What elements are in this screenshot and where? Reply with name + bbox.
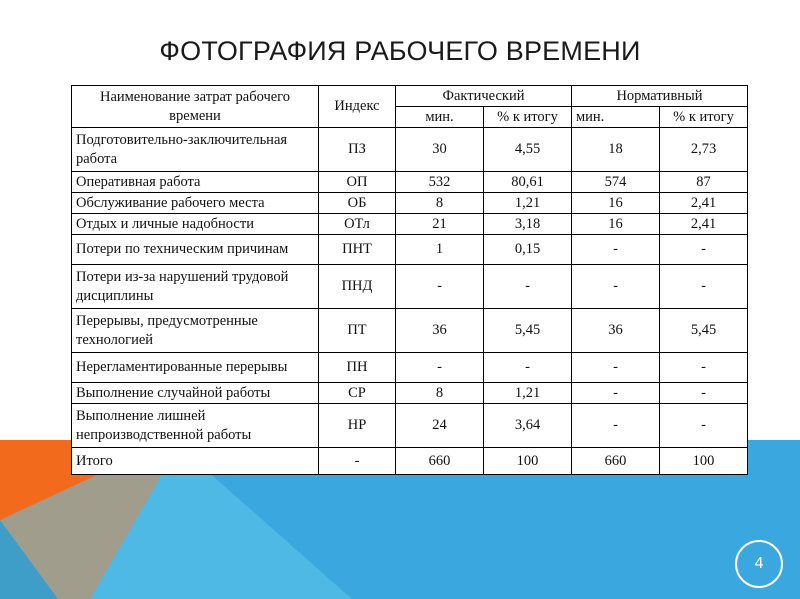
normative-min: 660 bbox=[572, 448, 660, 475]
header-name: Наименование затрат рабочего времени bbox=[72, 86, 319, 128]
table-row bbox=[72, 193, 748, 214]
slide-title: ФОТОГРАФИЯ РАБОЧЕГО ВРЕМЕНИ bbox=[159, 36, 641, 66]
cost-index: ПНТ bbox=[319, 235, 396, 265]
table-row bbox=[72, 214, 748, 235]
actual-min: 8 bbox=[396, 193, 484, 214]
actual-min: 36 bbox=[396, 309, 484, 353]
normative-min: 18 bbox=[572, 128, 660, 172]
actual-min: 30 bbox=[396, 128, 484, 172]
page-number: 4 bbox=[735, 540, 783, 588]
cost-name: Нерегламентированные перерывы bbox=[72, 353, 319, 383]
actual-min: 532 bbox=[396, 172, 484, 193]
normative-min: 16 bbox=[572, 214, 660, 235]
cost-index: ОТл bbox=[319, 214, 396, 235]
normative-pct: - bbox=[660, 265, 748, 309]
actual-min: 8 bbox=[396, 383, 484, 404]
normative-pct: - bbox=[660, 235, 748, 265]
cost-index: ПН bbox=[319, 353, 396, 383]
cost-name: Отдых и личные надобности bbox=[72, 214, 319, 235]
header-normative-min: мин. bbox=[572, 107, 660, 128]
table-row bbox=[72, 383, 748, 404]
header-actual-pct: % к итогу bbox=[484, 107, 572, 128]
cost-index: - bbox=[319, 448, 396, 475]
cost-index: ПНД bbox=[319, 265, 396, 309]
actual-min: - bbox=[396, 265, 484, 309]
actual-pct: - bbox=[484, 265, 572, 309]
actual-pct: 80,61 bbox=[484, 172, 572, 193]
actual-pct: 3,18 bbox=[484, 214, 572, 235]
cost-name: Итого bbox=[72, 448, 319, 475]
cost-index: ОБ bbox=[319, 193, 396, 214]
normative-min: 574 bbox=[572, 172, 660, 193]
header-actual: Фактический bbox=[396, 86, 572, 107]
normative-min: - bbox=[572, 404, 660, 448]
normative-pct: 2,41 bbox=[660, 214, 748, 235]
actual-min: - bbox=[396, 353, 484, 383]
cost-index: ОП bbox=[319, 172, 396, 193]
normative-pct: 87 bbox=[660, 172, 748, 193]
normative-pct: 100 bbox=[660, 448, 748, 475]
cost-index: СР bbox=[319, 383, 396, 404]
actual-pct: 0,15 bbox=[484, 235, 572, 265]
actual-pct: 1,21 bbox=[484, 383, 572, 404]
header-actual-min: мин. bbox=[396, 107, 484, 128]
table-row bbox=[72, 309, 748, 353]
table-row bbox=[72, 353, 748, 383]
normative-pct: 5,45 bbox=[660, 309, 748, 353]
cost-name: Потери по техническим причинам bbox=[72, 235, 319, 265]
cost-name: Выполнение лишней непроизводственной работы bbox=[72, 404, 319, 448]
cost-index: ПЗ bbox=[319, 128, 396, 172]
header-index: Индекс bbox=[319, 86, 396, 128]
cost-name: Потери из-за нарушений трудовой дисциплины bbox=[72, 265, 319, 309]
cost-name: Выполнение случайной работы bbox=[72, 383, 319, 404]
normative-min: - bbox=[572, 383, 660, 404]
time-study-table bbox=[71, 85, 748, 475]
normative-pct: - bbox=[660, 353, 748, 383]
cost-index: НР bbox=[319, 404, 396, 448]
table-row bbox=[72, 128, 748, 172]
table-row bbox=[72, 265, 748, 309]
actual-min: 660 bbox=[396, 448, 484, 475]
actual-pct: 4,55 bbox=[484, 128, 572, 172]
header-normative: Нормативный bbox=[572, 86, 748, 107]
actual-min: 24 bbox=[396, 404, 484, 448]
table-row bbox=[72, 235, 748, 265]
normative-min: 36 bbox=[572, 309, 660, 353]
table-row bbox=[72, 172, 748, 193]
normative-min: - bbox=[572, 235, 660, 265]
header-normative-pct: % к итогу bbox=[660, 107, 748, 128]
normative-pct: - bbox=[660, 404, 748, 448]
table-row bbox=[72, 404, 748, 448]
cost-name: Перерывы, предусмотренные технологией bbox=[72, 309, 319, 353]
actual-pct: 3,64 bbox=[484, 404, 572, 448]
normative-min: 16 bbox=[572, 193, 660, 214]
cost-name: Подготовительно-заключительная работа bbox=[72, 128, 319, 172]
normative-min: - bbox=[572, 353, 660, 383]
cost-name: Обслуживание рабочего места bbox=[72, 193, 319, 214]
normative-pct: 2,41 bbox=[660, 193, 748, 214]
normative-pct: 2,73 bbox=[660, 128, 748, 172]
actual-min: 1 bbox=[396, 235, 484, 265]
actual-pct: 1,21 bbox=[484, 193, 572, 214]
actual-min: 21 bbox=[396, 214, 484, 235]
normative-min: - bbox=[572, 265, 660, 309]
actual-pct: - bbox=[484, 353, 572, 383]
actual-pct: 5,45 bbox=[484, 309, 572, 353]
normative-pct: - bbox=[660, 383, 748, 404]
cost-index: ПТ bbox=[319, 309, 396, 353]
table-row-total bbox=[72, 448, 748, 475]
cost-name: Оперативная работа bbox=[72, 172, 319, 193]
actual-pct: 100 bbox=[484, 448, 572, 475]
